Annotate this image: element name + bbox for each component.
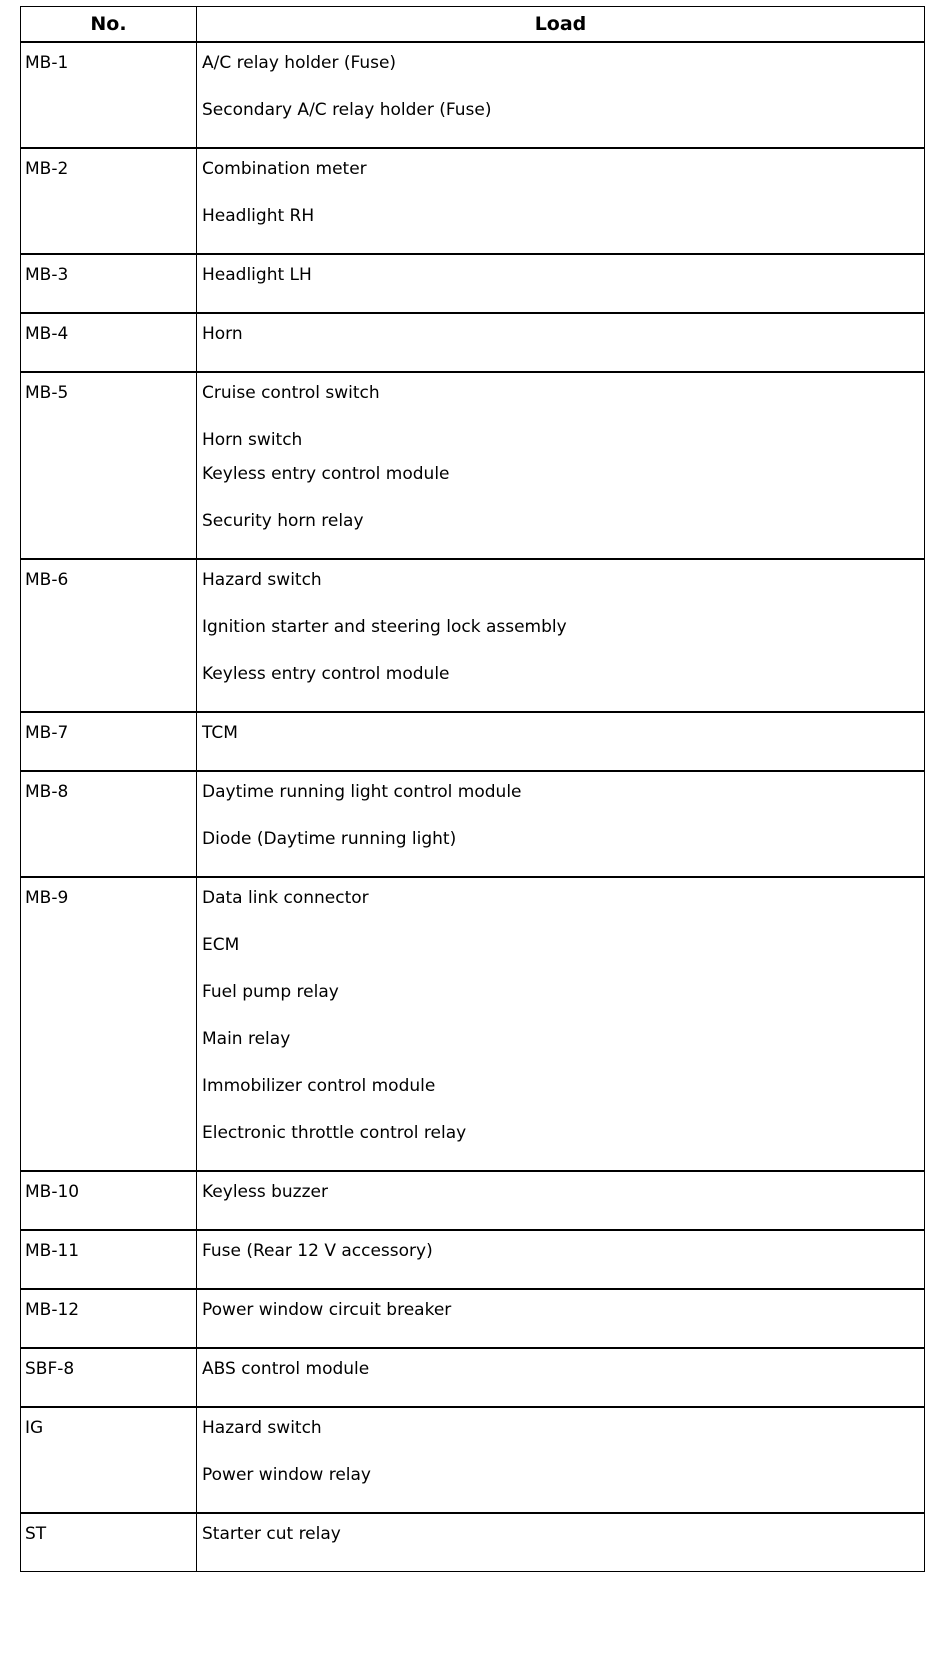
fuse-number-cell: MB-8 — [21, 771, 197, 877]
load-item: Horn — [202, 323, 243, 344]
table-row — [21, 1348, 925, 1407]
table-row — [21, 559, 925, 712]
table-header-row — [21, 7, 925, 42]
load-cell — [197, 254, 925, 313]
load-item: Main relay — [202, 1028, 291, 1049]
load-item: Hazard switch — [202, 1417, 322, 1438]
fuse-number-cell: MB-6 — [21, 559, 197, 712]
fuse-number-cell: MB-11 — [21, 1230, 197, 1289]
fuse-number-cell: SBF-8 — [21, 1348, 197, 1407]
load-item: Ignition starter and steering lock assembly — [202, 616, 567, 637]
load-cell — [197, 372, 925, 559]
table-row — [21, 254, 925, 313]
load-item: Data link connector — [202, 887, 369, 908]
load-item: Secondary A/C relay holder (Fuse) — [202, 99, 492, 120]
table-row — [21, 372, 925, 559]
load-cell — [197, 1289, 925, 1348]
load-cell — [197, 1407, 925, 1513]
fuse-number-cell: MB-2 — [21, 148, 197, 254]
fuse-number-cell: MB-12 — [21, 1289, 197, 1348]
table-row — [21, 42, 925, 148]
load-item: Headlight RH — [202, 205, 315, 226]
load-item: Power window circuit breaker — [202, 1299, 452, 1320]
load-item: Daytime running light control module — [202, 781, 522, 802]
load-item: Immobilizer control module — [202, 1075, 436, 1096]
load-item: Diode (Daytime running light) — [202, 828, 457, 849]
fuse-number-cell: MB-4 — [21, 313, 197, 372]
load-item: Headlight LH — [202, 264, 312, 285]
load-item: Security horn relay — [202, 510, 364, 531]
fuse-number-cell: MB-1 — [21, 42, 197, 148]
header-no: No. — [21, 7, 197, 42]
load-item: Keyless entry control module — [202, 463, 450, 484]
load-cell — [197, 148, 925, 254]
load-cell — [197, 771, 925, 877]
load-item: Electronic throttle control relay — [202, 1122, 467, 1143]
load-cell — [197, 1348, 925, 1407]
table-row — [21, 1230, 925, 1289]
table-body — [21, 42, 925, 1572]
table-row — [21, 148, 925, 254]
table-row — [21, 1289, 925, 1348]
fuse-load-table — [20, 6, 925, 1572]
fuse-number-cell: IG — [21, 1407, 197, 1513]
load-item: Fuse (Rear 12 V accessory) — [202, 1240, 433, 1261]
load-cell — [197, 1230, 925, 1289]
table-row — [21, 877, 925, 1171]
load-cell — [197, 712, 925, 771]
header-load: Load — [197, 7, 925, 42]
load-cell — [197, 1513, 925, 1572]
load-item: ECM — [202, 934, 240, 955]
fuse-number-cell: ST — [21, 1513, 197, 1572]
load-cell — [197, 42, 925, 148]
fuse-number-cell: MB-9 — [21, 877, 197, 1171]
table-row — [21, 1171, 925, 1230]
load-cell — [197, 313, 925, 372]
load-item: A/C relay holder (Fuse) — [202, 52, 397, 73]
load-cell — [197, 877, 925, 1171]
load-item: Keyless entry control module — [202, 663, 450, 684]
load-item: Power window relay — [202, 1464, 371, 1485]
load-item: Fuel pump relay — [202, 981, 339, 1002]
load-item: Combination meter — [202, 158, 367, 179]
fuse-number-cell: MB-7 — [21, 712, 197, 771]
table-row — [21, 1513, 925, 1572]
load-item: TCM — [202, 722, 238, 743]
table-row — [21, 712, 925, 771]
fuse-number-cell: MB-5 — [21, 372, 197, 559]
table-row — [21, 1407, 925, 1513]
load-item: ABS control module — [202, 1358, 370, 1379]
load-item: Keyless buzzer — [202, 1181, 328, 1202]
fuse-number-cell: MB-3 — [21, 254, 197, 313]
load-item: Cruise control switch — [202, 382, 380, 403]
table-row — [21, 771, 925, 877]
table-row — [21, 313, 925, 372]
load-item: Hazard switch — [202, 569, 322, 590]
fuse-number-cell: MB-10 — [21, 1171, 197, 1230]
load-item: Starter cut relay — [202, 1523, 341, 1544]
load-cell — [197, 1171, 925, 1230]
load-cell — [197, 559, 925, 712]
load-item: Horn switch — [202, 429, 303, 450]
